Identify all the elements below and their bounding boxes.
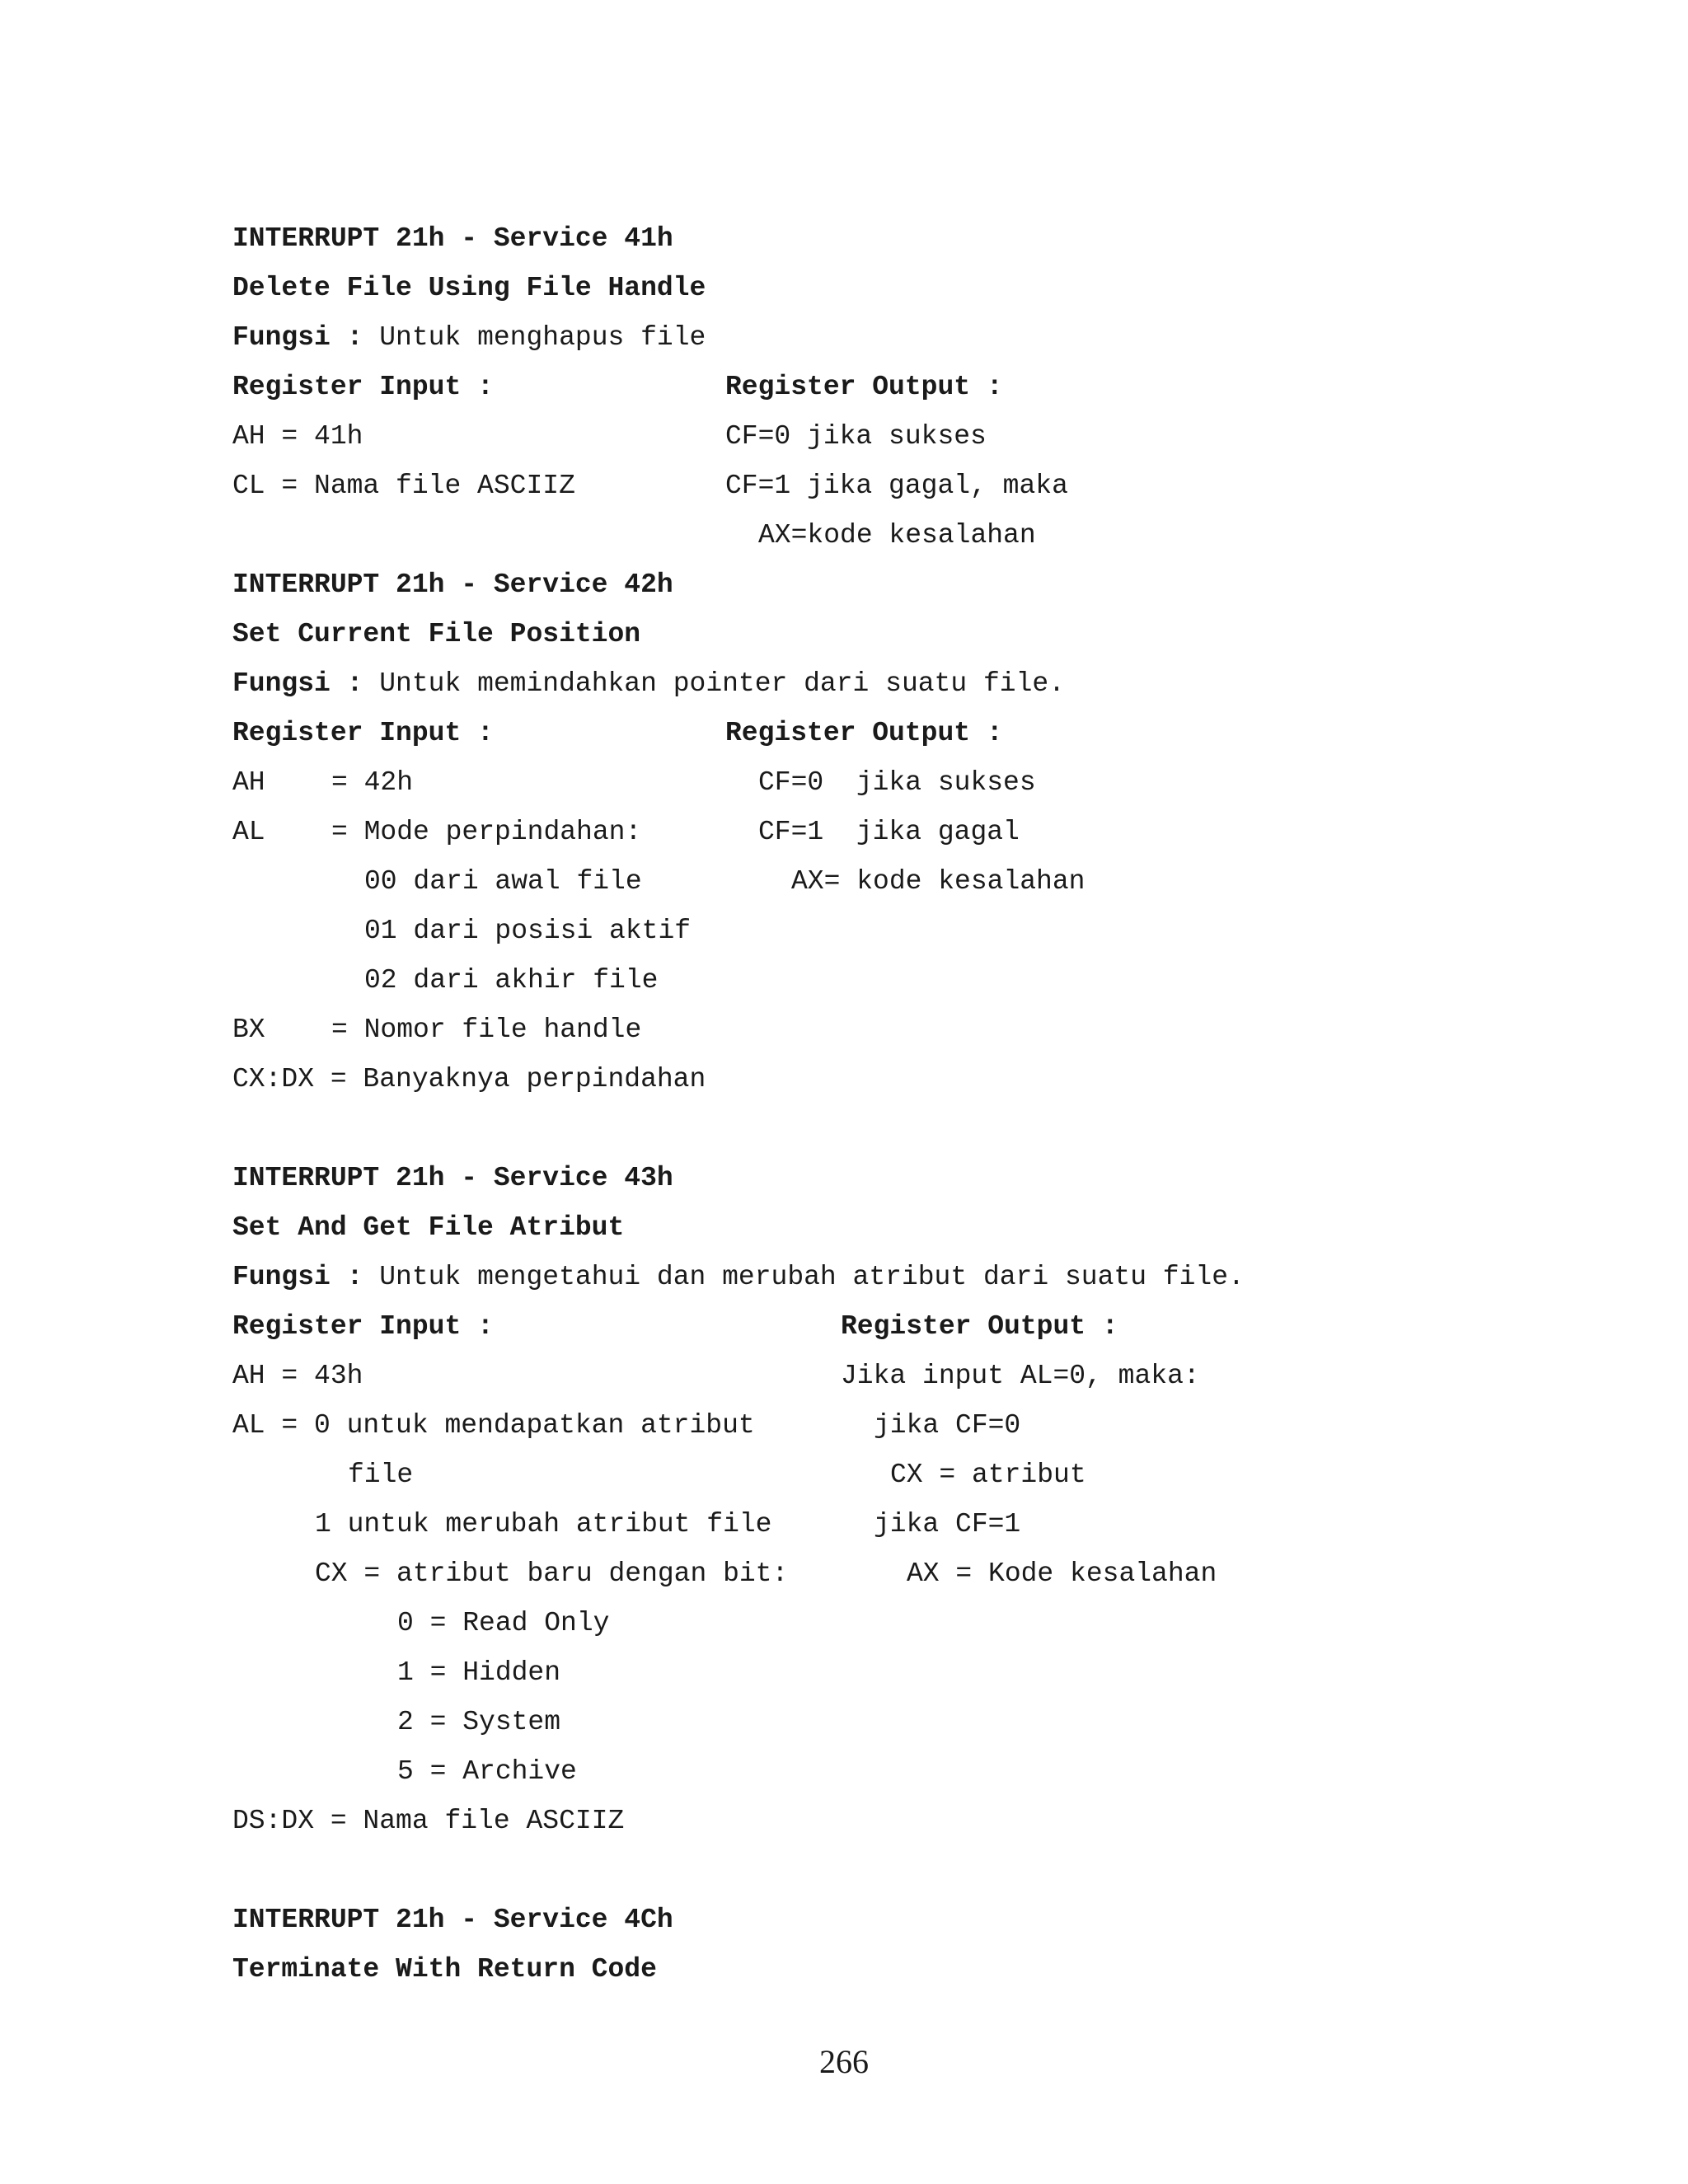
section-43h-input-line: file [348, 1460, 414, 1490]
section-43h-input-line: DS:DX = Nama file ASCIIZ [232, 1806, 625, 1836]
page-number: 266 [819, 2043, 869, 2080]
section-42h-output-line: CF=0 jika sukses [758, 767, 1036, 798]
section-43h-output-heading: Register Output : [841, 1311, 1118, 1342]
section-41h-output-heading: Register Output : [725, 372, 1003, 402]
section-42h-mode-option: 00 dari awal file [364, 866, 642, 897]
section-42h-output-heading: Register Output : [725, 718, 1003, 748]
section-41h-fungsi [232, 321, 706, 354]
fungsi-label: Fungsi : [232, 322, 363, 353]
section-42h-header: INTERRUPT 21h - Service 42h [232, 569, 673, 600]
section-43h-output-line: CX = atribut [890, 1460, 1086, 1490]
section-43h-input-line: AL = 0 untuk mendapatkan atribut [232, 1410, 755, 1441]
fungsi-text: Untuk menghapus file [379, 322, 706, 353]
section-41h-title: Delete File Using File Handle [232, 273, 706, 303]
fungsi-text: Untuk mengetahui dan merubah atribut dari suatu file. [379, 1262, 1245, 1292]
section-43h-input-heading: Register Input : [232, 1311, 494, 1342]
section-41h-input-line: AH = 41h [232, 421, 363, 452]
section-43h-title: Set And Get File Atribut [232, 1212, 625, 1243]
section-42h-register-value: = Nomor file handle [331, 1015, 642, 1045]
section-43h-attribute-bit: 5 = Archive [397, 1756, 577, 1787]
section-41h-output-line: CF=1 jika gagal, maka [725, 471, 1068, 501]
section-43h-input-line: CX = atribut baru dengan bit: [315, 1558, 789, 1589]
section-43h-attribute-bit: 2 = System [397, 1707, 561, 1737]
section-43h-input-line: AH = 43h [232, 1361, 363, 1391]
section-4ch-title: Terminate With Return Code [232, 1954, 657, 1985]
section-42h-register-name: AL [232, 817, 265, 847]
section-4ch-header: INTERRUPT 21h - Service 4Ch [232, 1905, 673, 1935]
section-42h-output-line: CF=1 jika gagal [758, 817, 1020, 847]
fungsi-label: Fungsi : [232, 1262, 363, 1292]
fungsi-text: Untuk memindahkan pointer dari suatu file. [379, 668, 1065, 699]
section-41h-output-line: CF=0 jika sukses [725, 421, 987, 452]
section-42h-input-heading: Register Input : [232, 718, 494, 748]
section-42h-register-name: AH [232, 767, 265, 798]
section-42h-mode-option: 02 dari akhir file [364, 965, 659, 996]
section-42h-register-value: = 42h [331, 767, 414, 798]
section-41h-output-line: AX=kode kesalahan [758, 520, 1036, 551]
section-43h-header: INTERRUPT 21h - Service 43h [232, 1163, 673, 1193]
section-43h-output-line: Jika input AL=0, maka: [841, 1361, 1200, 1391]
section-43h-attribute-bit: 1 = Hidden [397, 1657, 561, 1688]
fungsi-label: Fungsi : [232, 668, 363, 699]
section-43h-fungsi [232, 1261, 1245, 1294]
section-42h-register-name: BX [232, 1015, 265, 1045]
section-42h-fungsi [232, 668, 1065, 701]
section-41h-header: INTERRUPT 21h - Service 41h [232, 223, 673, 254]
section-42h-mode-option: 01 dari posisi aktif [364, 916, 692, 946]
section-42h-output-line: AX= kode kesalahan [791, 866, 1085, 897]
section-43h-output-line: jika CF=1 [874, 1509, 1021, 1540]
section-43h-output-line: jika CF=0 [874, 1410, 1021, 1441]
section-41h-input-heading: Register Input : [232, 372, 494, 402]
section-42h-input-line: CX:DX = Banyaknya perpindahan [232, 1064, 706, 1094]
section-42h-title: Set Current File Position [232, 619, 641, 649]
section-42h-register-value: = Mode perpindahan: [331, 817, 642, 847]
section-43h-attribute-bit: 0 = Read Only [397, 1608, 610, 1638]
section-43h-input-line: 1 untuk merubah atribut file [315, 1509, 772, 1540]
section-43h-output-line: AX = Kode kesalahan [907, 1558, 1217, 1589]
section-41h-input-line: CL = Nama file ASCIIZ [232, 471, 575, 501]
